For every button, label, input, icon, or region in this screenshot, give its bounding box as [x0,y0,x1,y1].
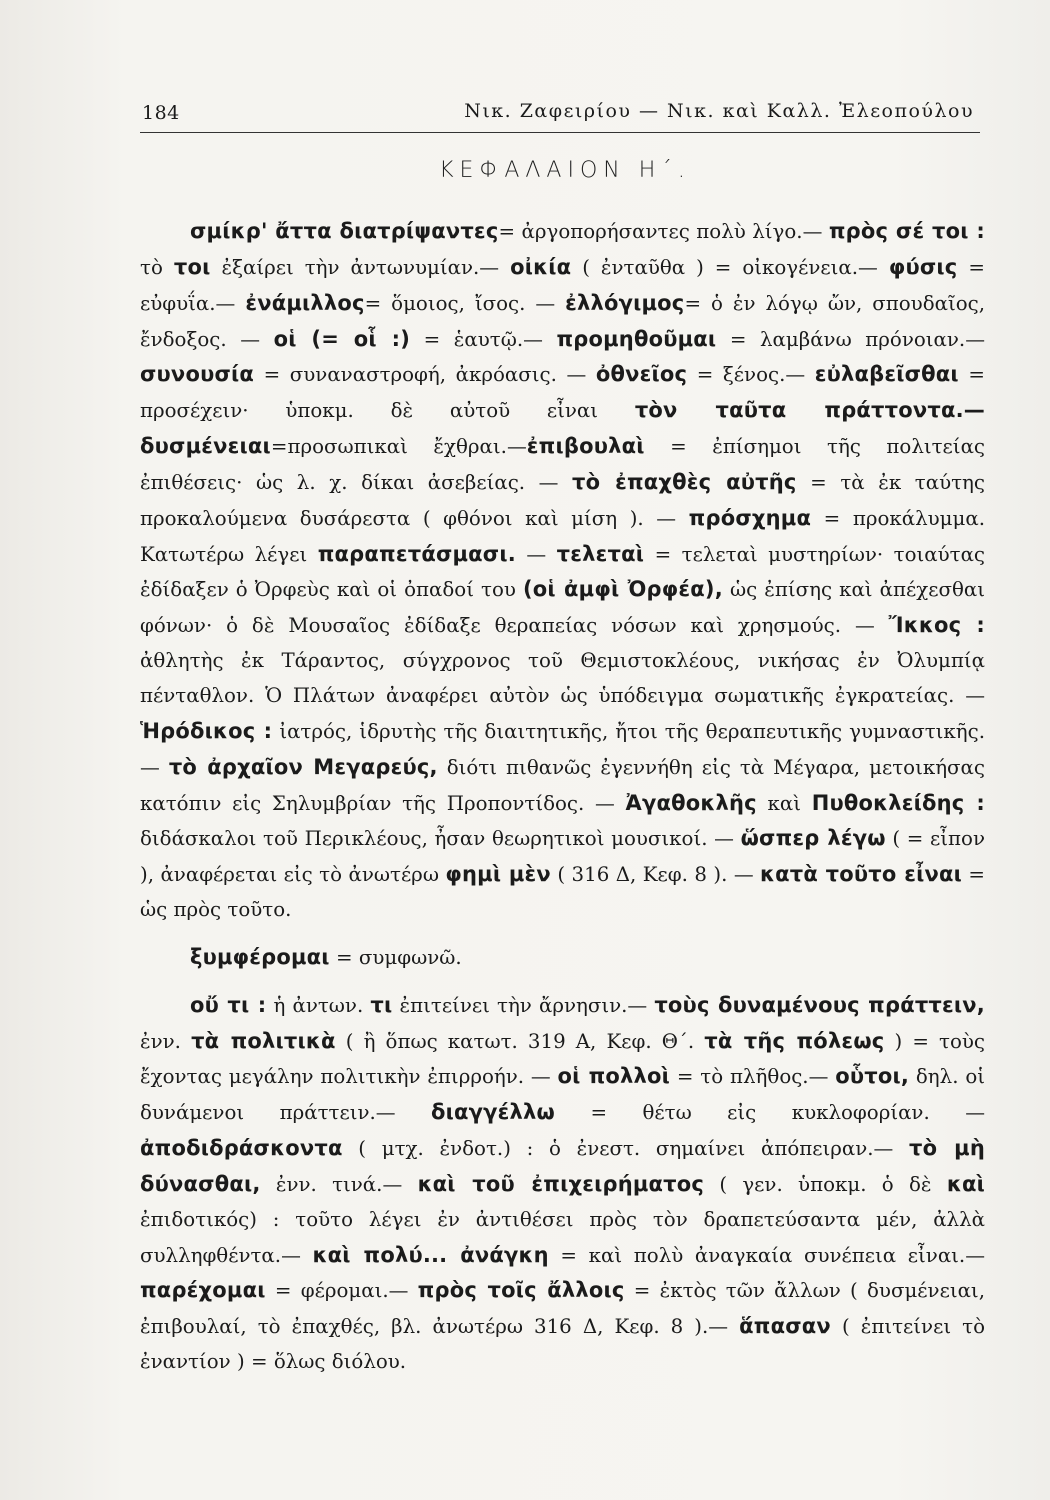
lemma: παρέχομαι [140,1278,266,1303]
gloss: καὶ [756,791,812,815]
gloss: ἐξαίρει τὴν ἀντωνυμίαν.— [210,255,511,279]
lemma: ξυμφέρομαι [190,944,330,969]
lemma: διαγγέλλω [431,1100,555,1125]
lemma: Πυθοκλείδης : [811,790,986,815]
lemma: οὗτοι, [835,1064,910,1089]
paragraph-gap [140,928,985,940]
lemma: οἱ (= οἷ :) [273,326,411,351]
gloss: = προσέχειν· ὑποκμ. δὲ αὐτοῦ εἶναι [140,363,985,423]
lemma: συνουσία [140,362,255,387]
gloss: ἀθλητὴς ἐκ Τάραντος, σύγχρονος τοῦ Θεμιστοκλέους, νικήσας ἐν Ὀλυμπίᾳ πένταθλον. Ὁ Πλάτων ἀναφέρει αὐτὸν ὡς ὑπόδειγμα σωματικῆς ἐγκρατείας. — [140,649,985,707]
gloss: ἐνν. [140,1029,192,1053]
gloss: = ὡς πρὸς τοῦτο. [140,863,986,922]
lemma: ἅπασαν [739,1314,831,1339]
paragraph [140,940,985,976]
gloss: = συναναστροφή, ἀκρόασις. — [254,363,596,387]
gloss: = ἐκτὸς τῶν ἄλλων ( δυσμένειαι, ἐπιβουλαί, τὸ ἐπαχθές, βλ. ἀνωτέρω 316 Δ, Κεφ. 8 ).— [140,1279,985,1339]
gloss: = ἀργοπορήσαντες πολὺ λίγο.— [498,220,829,243]
lemma: ἀποδιδράσκοντα [140,1136,343,1161]
lemma: τὸν ταῦτα πράττοντα.—δυσμένειαι [140,398,985,459]
chapter-title: ΚΕΦΑΛΑΙΟΝ Η΄. [439,158,691,183]
gloss: = ὁ ἐν λόγῳ ὤν, σπουδαῖος, ἔνδοξος. — [140,291,986,351]
paragraph [140,214,985,928]
gloss: ἐπιδοτικός) : τοῦτο λέγει ἐν ἀντιθέσει πρὸς τὸν δραπετεύσαντα μέν, ἀλλὰ συλληφθέντα.— [140,1207,985,1267]
gloss: = ἐπίσημοι τῆς πολιτείας ἐπιθέσεις· ὡς λ. χ. δίκαι ἀσεβείας. — [140,435,986,494]
lemma: ὥσπερ λέγω [740,826,886,851]
gloss: = φέρομαι.— [265,1279,418,1303]
lemma: σμίκρ' ἄττα διατρίψαντες [190,219,499,243]
lemma: προμηθοῦμαι [556,326,717,351]
lemma: (οἱ ἀμφὶ Ὀρφέα), [522,577,723,602]
commentary-text [140,214,985,1380]
gloss: τὸ [140,255,174,279]
lemma: φύσις [888,254,958,279]
gloss: ) = τοὺς ἔχοντας μεγάλην πολιτικὴν ἐπιρροήν. — [140,1029,985,1089]
gloss: ( ἐπιτείνει τὸ ἐναντίον ) = ὅλως διόλου. [140,1315,985,1374]
lemma: καὶ [946,1171,985,1196]
lemma: τὸ ἀρχαῖον Μεγαρεύς, [168,754,438,779]
paragraph-gap [140,976,985,988]
gloss: = ἑαυτῷ.— [410,327,557,351]
page-number: 184 [142,102,180,124]
gloss: = εὐφυΐα.— [140,255,985,315]
gloss: = τελεταὶ μυστηρίων· τοιαύτας ἐδίδαξεν ὁ Ὀρφεὺς καὶ οἱ ὀπαδοί του [140,542,985,602]
lemma: πρὸς σέ τοι : [828,219,985,243]
gloss: ( γεν. ὑποκμ. ὁ δὲ [704,1172,947,1196]
lemma: τὰ τῆς πόλεως [704,1028,885,1053]
gloss: διότι πιθανῶς ἐγεννήθη εἰς τὰ Μέγαρα, μετοικήσας κατόπιν εἰς Σηλυμβρίαν τῆς Προποντίδος. — [140,755,985,815]
gloss: δηλ. οἱ δυνάμενοι πράττειν.— [140,1065,986,1125]
gloss: = λαμβάνω πρόνοιαν.— [716,327,985,351]
lemma: τοι [173,254,211,279]
gloss: = θέτω εἰς κυκλοφορίαν. — [554,1101,985,1125]
gloss: = ὅμοιος, ἴσος. — [364,291,566,315]
running-title: Νικ. Ζαφειρίου — Νικ. καὶ Καλλ. Ἐλεοπούλου [464,100,974,122]
gloss: = τὰ ἐκ ταύτης προκαλούμενα δυσάρεστα ( φθόνοι καὶ μίση ). — [140,470,985,530]
gloss: = τὸ πλῆθος.— [670,1065,836,1089]
gloss: ( 316 Δ, Κεφ. 8 ). — [550,863,761,887]
gloss: = καὶ πολὺ ἀναγκαία συνέπεια εἶναι.— [548,1243,985,1267]
lemma: κατὰ τοῦτο εἶναι [760,862,962,887]
lemma: τὸ ἐπαχθὲς αὐτῆς [572,469,797,494]
lemma: Ἀγαθοκλῆς [625,790,757,815]
gloss: ( μτχ. ἐνδοτ.) : ὁ ἐνεστ. σημαίνει ἀπόπειραν.— [342,1137,910,1161]
lemma: ἐνάμιλλος [245,290,365,315]
gloss: ἰατρός, ἱδρυτὴς τῆς διαιτητικῆς, ἤτοι τῆς θεραπευτικῆς γυμναστικῆς. — [140,719,985,779]
lemma: τοὺς δυναμένους πράττειν, [654,992,985,1017]
gloss: = ξένος.— [687,363,815,387]
gloss: ὡς ἐπίσης καὶ ἀπέχεσθαι φόνων· ὁ δὲ Μουσαῖος ἐδίδαξε θεραπείας νόσων καὶ χρησμούς. — [140,578,985,638]
gloss: = προκάλυμμα. Κατωτέρω λέγει [140,506,985,566]
lemma: πρὸς τοῖς ἄλλοις [417,1278,625,1303]
lemma: πρόσχημα [688,505,812,530]
lemma: τι [370,992,393,1017]
lemma: ἐλλόγιμος [565,290,685,315]
lemma: καὶ πολύ... ἀνάγκη [312,1242,549,1267]
paragraph [140,988,985,1380]
lemma: ἐπιβουλαὶ [526,434,645,459]
lemma: καὶ τοῦ ἐπιχειρήματος [417,1171,705,1196]
gloss: ( ἢ ὅπως κατωτ. 319 Α, Κεφ. Θ΄. [335,1029,705,1053]
lemma: τὰ πολιτικὰ [191,1028,336,1053]
gloss: =προσωπικαὶ ἔχθραι.— [270,435,527,459]
gloss: διδάσκαλοι τοῦ Περικλέους, ἦσαν θεωρητικοὶ μουσικοί. — [140,827,741,851]
lemma: τὸ μὴ δύνασθαι, [140,1136,985,1196]
running-header [140,96,980,133]
lemma: τελεταὶ [556,541,645,566]
lemma: οἱ πολλοὶ [557,1064,671,1089]
lemma: εὐλαβεῖσθαι [814,362,959,387]
gloss: ( ἐνταῦθα ) = οἰκογένεια.— [571,255,889,279]
gloss: ἡ ἀντων. [266,993,371,1017]
lemma: οἰκία [510,254,572,279]
gloss: — [515,542,557,566]
lemma: Ἴκκος : [888,613,986,638]
lemma: φημὶ μὲν [445,862,551,887]
lemma: Ἡρόδικος : [140,718,273,743]
gloss: = συμφωνῶ. [329,945,462,969]
lemma: ὀθνεῖος [595,362,688,387]
lemma: παραπετάσμασι. [317,541,516,566]
gloss: ἐπιτείνει τὴν ἄρνησιν.— [392,993,655,1017]
gloss: ἐνν. τινά.— [260,1172,418,1196]
lemma: οὔ τι : [190,992,267,1017]
gloss: ( = εἶπον ), ἀναφέρεται εἰς τὸ ἀνωτέρω [140,827,985,887]
